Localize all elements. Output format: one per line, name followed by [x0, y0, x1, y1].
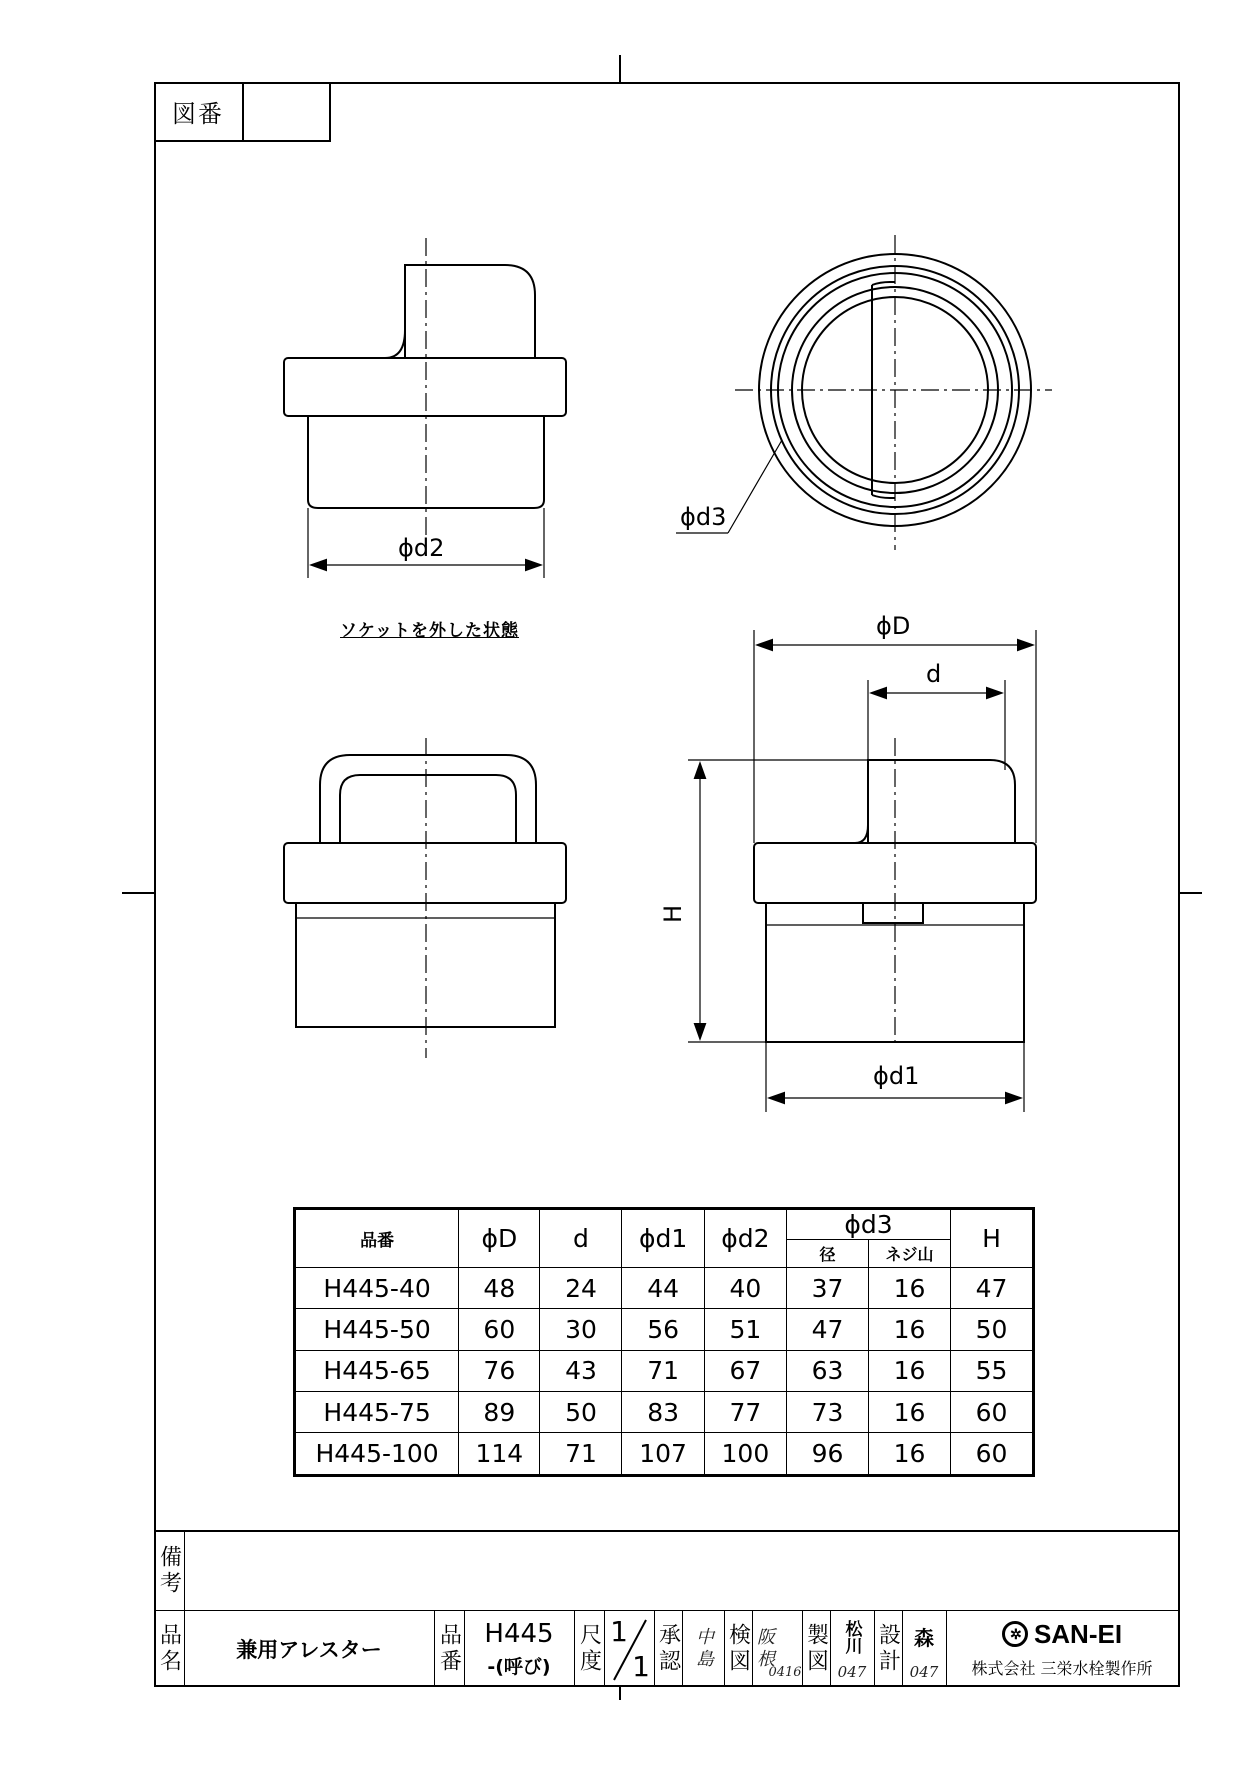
cell-d3-thread: 16 — [869, 1433, 951, 1476]
cell-d2: 40 — [704, 1268, 786, 1309]
dim-label-D: ϕD — [876, 612, 911, 640]
scale-slash — [606, 1616, 652, 1684]
product-name: 兼用アレスター — [236, 1637, 382, 1662]
company-logo — [946, 1616, 1178, 1652]
header-d3-diameter: 径 — [787, 1240, 869, 1268]
cell-D: 114 — [459, 1433, 540, 1476]
product-number: H445 — [484, 1619, 554, 1649]
brand-mark-icon: ✲ — [1002, 1621, 1028, 1647]
dim-label-d2: ϕd2 — [398, 534, 445, 562]
company-name: 株式会社 三栄水栓製作所 — [971, 1658, 1153, 1678]
header-product-number: 品番 — [295, 1209, 459, 1268]
cell-d: 43 — [540, 1350, 622, 1391]
cell-d1: 56 — [622, 1309, 704, 1350]
table-row — [295, 1433, 1034, 1476]
plan-view — [676, 235, 1052, 550]
cell-product: H445-50 — [295, 1309, 459, 1350]
cell-D: 76 — [459, 1350, 540, 1391]
spec-table — [293, 1207, 1035, 1477]
header-d: d — [540, 1209, 622, 1268]
cell-d3-thread: 16 — [869, 1268, 951, 1309]
check-label: 検図 — [725, 1622, 751, 1675]
cell-d3-diameter: 96 — [787, 1433, 869, 1476]
cell-d1: 44 — [622, 1268, 704, 1309]
cell-d2: 100 — [704, 1433, 786, 1476]
draw-signature: 松川 — [841, 1620, 862, 1654]
header-H: H — [950, 1209, 1033, 1268]
design-date: 047 — [909, 1663, 939, 1681]
cell-d3-thread: 16 — [869, 1391, 951, 1432]
table-row — [295, 1391, 1034, 1432]
cell-d3-thread: 16 — [869, 1350, 951, 1391]
cell-d3-diameter: 63 — [787, 1350, 869, 1391]
dim-label-H: H — [659, 904, 688, 924]
remarks-label: 備考 — [156, 1545, 182, 1597]
header-d1: ϕd1 — [622, 1209, 704, 1268]
cell-D: 60 — [459, 1309, 540, 1350]
cell-d: 24 — [540, 1268, 622, 1309]
approve-signature: 中島 — [693, 1626, 714, 1671]
figure-number-label: 図番 — [154, 82, 244, 140]
dim-label-d: d — [926, 660, 942, 688]
name-label: 品名 — [156, 1622, 182, 1675]
cell-d: 30 — [540, 1309, 622, 1350]
cell-H: 60 — [950, 1433, 1033, 1476]
number-label: 品番 — [436, 1622, 462, 1675]
cell-D: 48 — [459, 1268, 540, 1309]
cell-d3-diameter: 47 — [787, 1309, 869, 1350]
section-view — [688, 630, 1036, 1112]
design-signature: 森 — [914, 1625, 934, 1650]
table-row — [295, 1268, 1034, 1309]
cell-H: 60 — [950, 1391, 1033, 1432]
cell-d3-diameter: 37 — [787, 1268, 869, 1309]
dim-label-d3: ϕd3 — [680, 503, 727, 531]
scale-numerator: 1 — [610, 1614, 628, 1648]
cell-product: H445-40 — [295, 1268, 459, 1309]
cell-d: 50 — [540, 1391, 622, 1432]
cell-product: H445-65 — [295, 1350, 459, 1391]
scale-label: 尺度 — [576, 1622, 602, 1675]
product-number-suffix: -(呼び) — [487, 1655, 551, 1678]
cell-d1: 107 — [622, 1433, 704, 1476]
cell-d1: 71 — [622, 1350, 704, 1391]
cell-H: 50 — [950, 1309, 1033, 1350]
design-label: 設計 — [875, 1622, 901, 1675]
header-d2: ϕd2 — [704, 1209, 786, 1268]
cell-H: 55 — [950, 1350, 1033, 1391]
brand-name: SAN-EI — [1033, 1618, 1123, 1649]
scale-denominator: 1 — [632, 1649, 650, 1683]
table-row — [295, 1350, 1034, 1391]
front-view — [284, 738, 566, 1058]
cell-D: 89 — [459, 1391, 540, 1432]
cell-H: 47 — [950, 1268, 1033, 1309]
drawing-caption: ソケットを外した状態 — [340, 621, 519, 641]
table-row — [295, 1309, 1034, 1350]
check-date: 0416 — [768, 1664, 802, 1680]
cell-d: 71 — [540, 1433, 622, 1476]
header-D: ϕD — [459, 1209, 540, 1268]
cell-d2: 51 — [704, 1309, 786, 1350]
cell-d2: 77 — [704, 1391, 786, 1432]
dim-label-d1: ϕd1 — [873, 1062, 920, 1090]
draw-label: 製図 — [803, 1622, 829, 1675]
approve-label: 承認 — [655, 1622, 681, 1675]
cell-d3-thread: 16 — [869, 1309, 951, 1350]
cell-d2: 67 — [704, 1350, 786, 1391]
header-d3: ϕd3 — [787, 1209, 951, 1240]
cell-product: H445-100 — [295, 1433, 459, 1476]
check-signature: 阪根 — [754, 1627, 775, 1671]
cell-d3-diameter: 73 — [787, 1391, 869, 1432]
header-d3-thread: ネジ山 — [869, 1240, 951, 1268]
cell-product: H445-75 — [295, 1391, 459, 1432]
draw-date: 047 — [837, 1663, 867, 1681]
side-view-no-socket — [284, 238, 566, 578]
cell-d1: 83 — [622, 1391, 704, 1432]
title-block — [154, 1530, 1180, 1687]
